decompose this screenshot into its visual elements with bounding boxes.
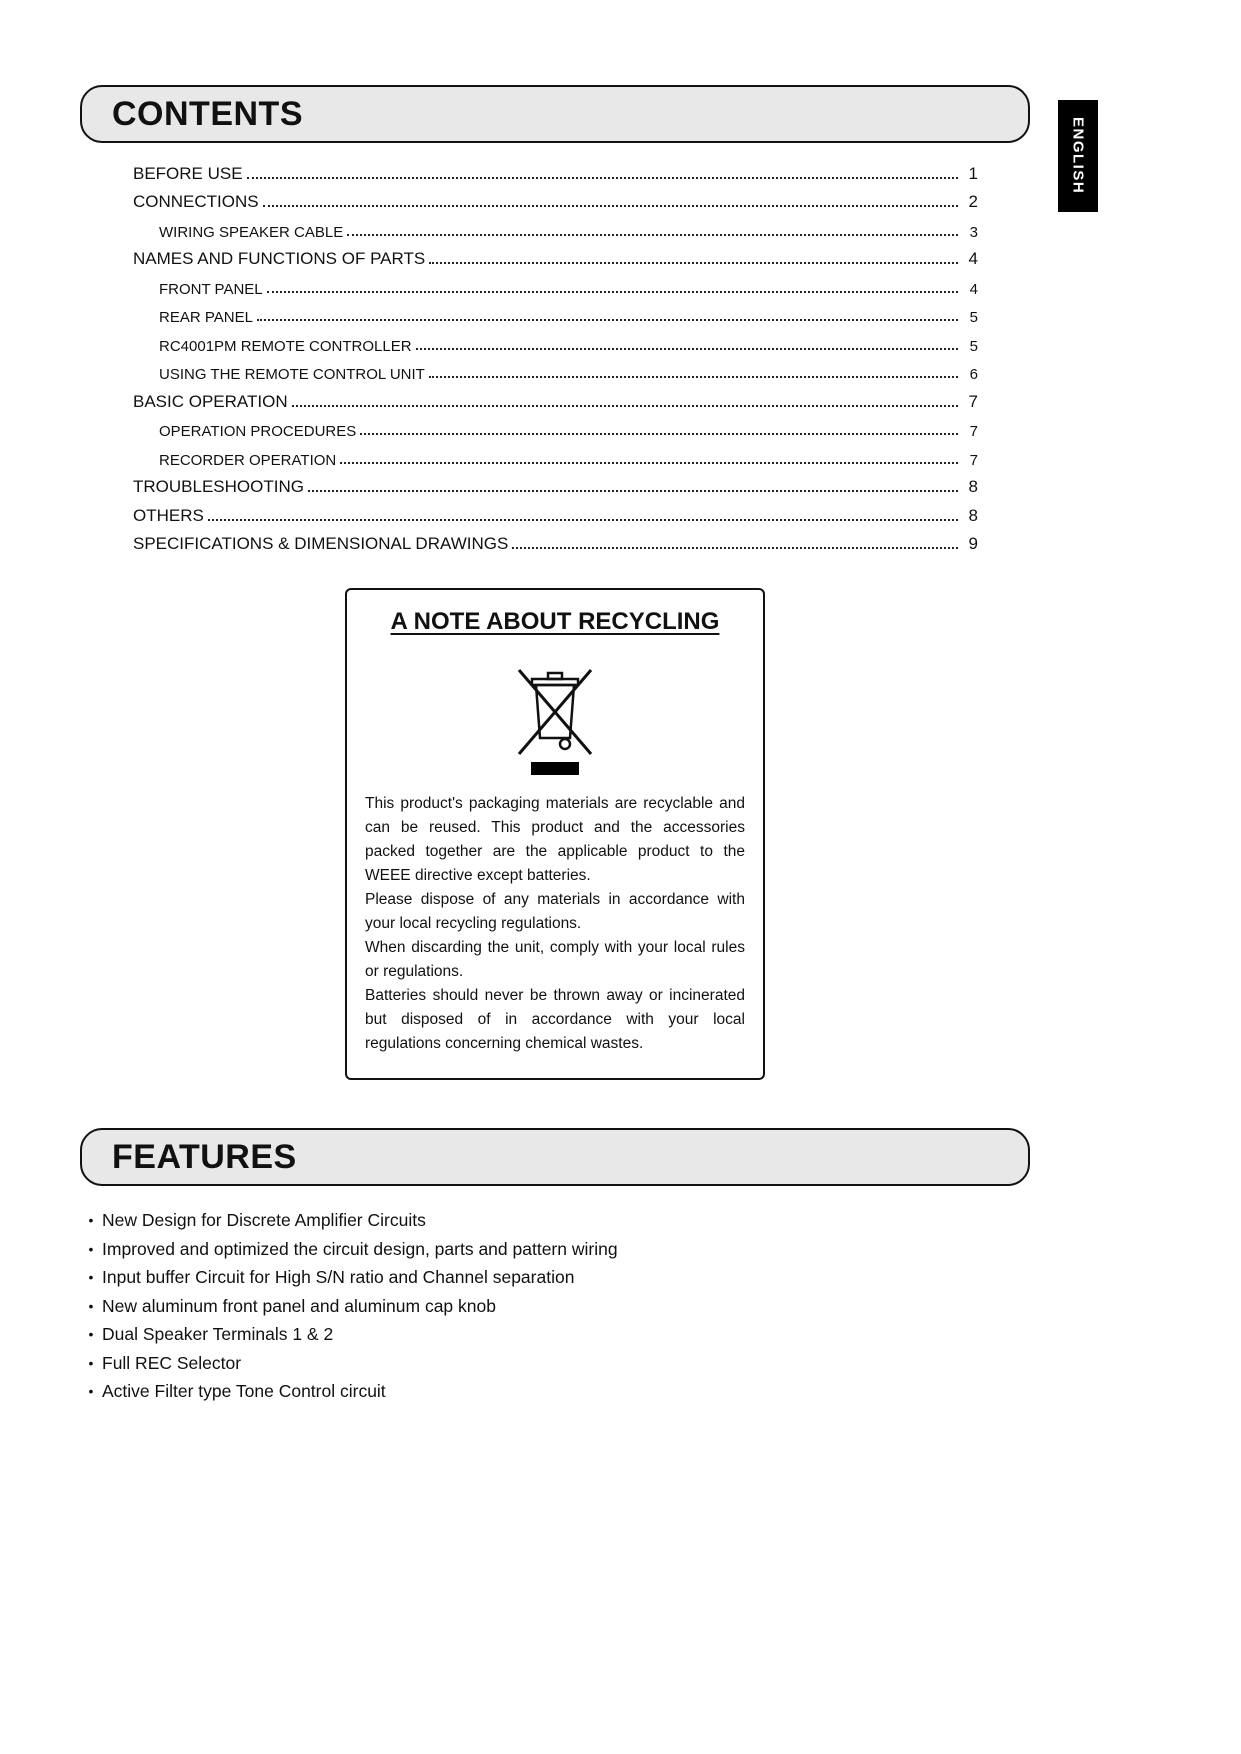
recycling-paragraph: Batteries should never be thrown away or incinerated but disposed of in accordance with your local regulations concerning chemical wastes.: [365, 987, 745, 1053]
toc-dot-leader: [347, 234, 958, 236]
feature-item-text: Full REC Selector: [102, 1352, 242, 1373]
toc-entry-label: SPECIFICATIONS & DIMENSIONAL DRAWINGS: [133, 534, 509, 553]
toc-entry: [133, 329, 978, 358]
toc-entry: [133, 386, 978, 415]
toc-entry-label: USING THE REMOTE CONTROL UNIT: [159, 366, 425, 383]
feature-item-text: Input buffer Circuit for High S/N ratio and Channel separation: [102, 1267, 575, 1287]
toc-entry-page-number: 8: [968, 477, 978, 496]
bullet-icon: •: [88, 1212, 94, 1228]
weee-icon-svg: [505, 650, 605, 778]
toc-entry-label: RC4001PM REMOTE CONTROLLER: [159, 337, 412, 355]
toc-entry-page-number: 4: [968, 249, 978, 268]
toc-entry-label: RECORDER OPERATION: [159, 451, 337, 469]
feature-item: [80, 1206, 1030, 1235]
recycling-note-box: [345, 588, 765, 1080]
toc-entry-label: FRONT PANEL: [159, 280, 263, 298]
feature-item-text: Active Filter type Tone Control circuit: [102, 1381, 386, 1401]
toc-entry: [133, 443, 978, 472]
language-tab: [1058, 100, 1098, 212]
toc-dot-leader: [416, 348, 958, 350]
toc-entry-label: BASIC OPERATION: [133, 391, 288, 411]
toc-dot-leader: [263, 205, 958, 207]
recycling-paragraph: Please dispose of any materials in accordance with your local recycling regulations.: [365, 891, 745, 933]
feature-item-text: Dual Speaker Terminals 1 & 2: [102, 1324, 334, 1344]
feature-item-text: New aluminum front panel and aluminum cap knob: [102, 1295, 496, 1316]
feature-item: [80, 1377, 1030, 1406]
contents-header-box: [80, 85, 1030, 143]
toc-dot-leader: [267, 291, 958, 293]
toc-entry: [133, 472, 978, 501]
feature-item: [80, 1320, 1030, 1349]
toc-dot-leader: [429, 376, 958, 378]
bullet-icon: •: [88, 1354, 94, 1371]
toc-entry-label: BEFORE USE: [133, 163, 243, 183]
toc-dot-leader: [340, 462, 958, 464]
toc-entry-page-number: 5: [969, 337, 978, 355]
contents-title: CONTENTS: [112, 94, 303, 133]
toc-dot-leader: [308, 490, 958, 492]
bullet-icon: •: [88, 1326, 94, 1342]
toc-entry-label: OPERATION PROCEDURES: [159, 423, 357, 440]
toc-entry-page-number: 6: [969, 366, 978, 383]
features-header-box: [80, 1128, 1030, 1186]
toc-entry: [133, 358, 978, 387]
toc-list: [133, 158, 978, 557]
bullet-icon: •: [88, 1297, 94, 1314]
features-title: FEATURES: [112, 1137, 297, 1176]
feature-item-text: Improved and optimized the circuit design, parts and pattern wiring: [102, 1238, 618, 1259]
toc-entry-page-number: 7: [968, 391, 978, 411]
recycling-note-paragraphs: [365, 792, 745, 1056]
feature-item: [80, 1263, 1030, 1292]
feature-item: [80, 1292, 1030, 1321]
bullet-icon: •: [88, 1383, 94, 1399]
toc-entry-page-number: 8: [968, 505, 978, 525]
feature-item: [80, 1235, 1030, 1264]
toc-entry-label: OTHERS: [133, 505, 204, 525]
toc-dot-leader: [208, 519, 958, 521]
toc-entry-label: CONNECTIONS: [133, 192, 259, 211]
toc-entry-label: REAR PANEL: [159, 309, 253, 326]
toc-entry-label: NAMES AND FUNCTIONS OF PARTS: [133, 249, 426, 268]
feature-item-text: New Design for Discrete Amplifier Circuits: [102, 1210, 426, 1230]
toc-entry: [133, 415, 978, 444]
recycling-note-title: A NOTE ABOUT RECYCLING: [390, 608, 720, 635]
toc-entry-page-number: 2: [968, 192, 978, 211]
toc-entry-page-number: 5: [969, 309, 978, 326]
recycling-paragraph: When discarding the unit, comply with your local rules or regulations.: [365, 939, 745, 981]
toc-dot-leader: [257, 319, 958, 321]
toc-dot-leader: [429, 262, 958, 264]
toc-dot-leader: [512, 547, 958, 549]
toc-entry-label: WIRING SPEAKER CABLE: [159, 223, 344, 241]
toc-entry: [133, 301, 978, 330]
toc-entry: [133, 272, 978, 301]
toc-entry: [133, 244, 978, 273]
toc-entry-page-number: 3: [969, 223, 978, 241]
bullet-icon: •: [88, 1269, 94, 1285]
toc-dot-leader: [247, 177, 958, 179]
toc-entry: [133, 500, 978, 529]
toc-entry-page-number: 7: [969, 423, 978, 440]
toc-entry: [133, 187, 978, 216]
language-tab-label: ENGLISH: [1069, 117, 1087, 195]
recycling-paragraph: This product's packaging materials are recyclable and can be reused. This product and the accessories packed together are the applicable product to the WEEE directive except batteries.: [365, 795, 745, 885]
toc-entry-label: TROUBLESHOOTING: [133, 477, 304, 496]
bullet-icon: •: [88, 1240, 94, 1257]
toc-dot-leader: [292, 405, 958, 407]
toc-entry-page-number: 7: [969, 451, 978, 469]
features-list: [80, 1206, 1030, 1406]
feature-item: [80, 1349, 1030, 1378]
toc-entry: [133, 158, 978, 187]
toc-entry-page-number: 4: [969, 280, 978, 298]
toc-entry-page-number: 1: [968, 163, 978, 183]
toc-entry: [133, 529, 978, 558]
toc-entry: [133, 215, 978, 244]
weee-crossed-out-wheeled-bin-icon: [365, 650, 745, 778]
toc-entry-page-number: 9: [968, 534, 978, 553]
toc-dot-leader: [360, 433, 958, 435]
